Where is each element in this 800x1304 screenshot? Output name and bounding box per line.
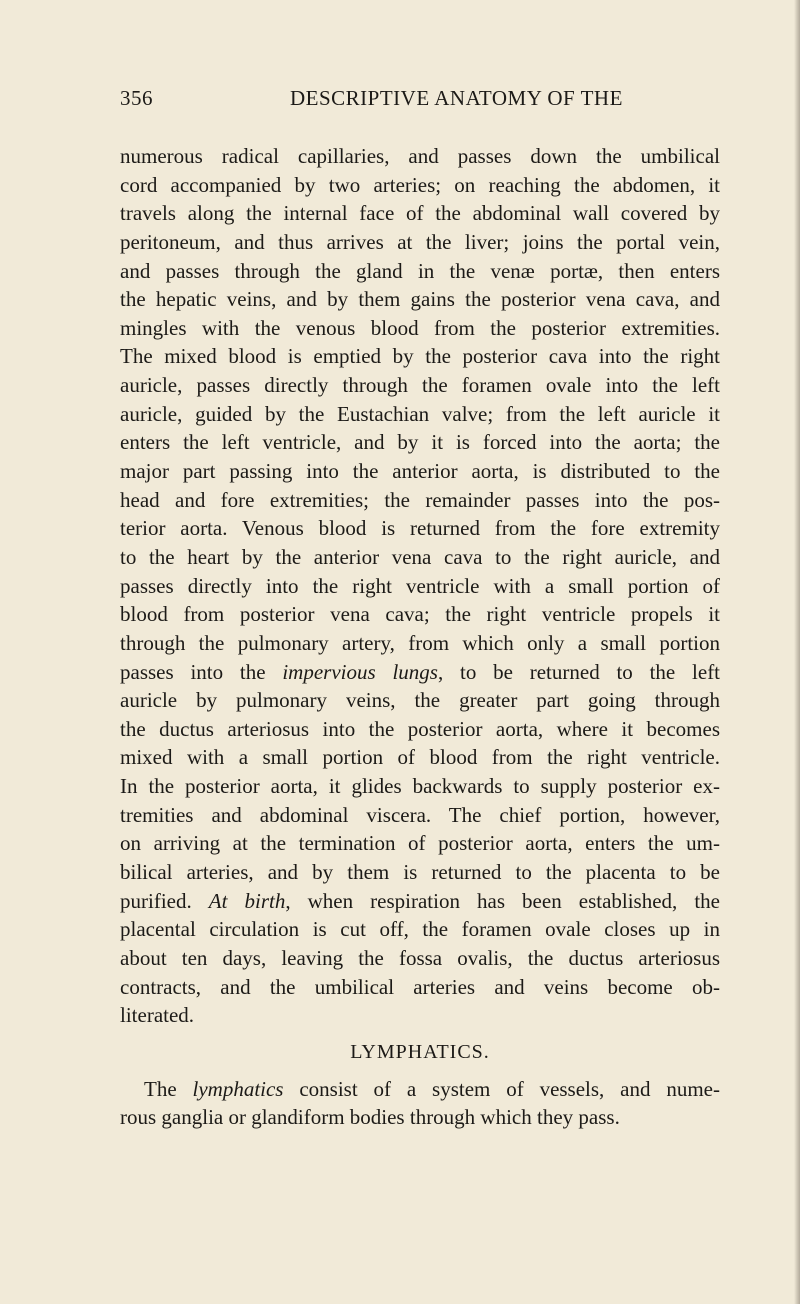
text-line: auricle, passes directly through the foramen ovale into the left [120, 373, 720, 398]
text-line: travels along the internal face of the abdominal wall covered by [120, 201, 720, 226]
text-line: to the heart by the anterior vena cava to the right auricle, and [120, 544, 720, 569]
text-line: numerous radical capillaries, and passes down the umbilical [120, 144, 720, 168]
text-line [120, 658, 720, 687]
text-line: enters the left ventricle, and by it is forced into the aorta; the [120, 430, 720, 455]
text-line: tremities and abdominal viscera. The chief portion, however, [120, 802, 720, 827]
text-line: passes directly into the right ventricle with a small portion of [120, 573, 720, 598]
text-line: cord accompanied by two arteries; on reaching the abdomen, it [120, 172, 720, 197]
text-line: major part passing into the anterior aorta, is distributed to the [120, 459, 720, 484]
text-run: The [144, 1076, 193, 1101]
text-line: The mixed blood is emptied by the posterior cava into the right [120, 344, 720, 369]
text-line: peritoneum, and thus arrives at the liver; joins the portal vein, [120, 229, 720, 254]
text-line: auricle by pulmonary veins, the greater part going through [120, 688, 720, 713]
section-heading: LYMPHATICS. [350, 1040, 490, 1063]
text-run: purified. [120, 888, 209, 913]
body-text [120, 142, 720, 1132]
text-line: blood from posterior vena cava; the right ventricle propels it [120, 602, 720, 627]
text-run: passes into the [120, 659, 283, 684]
text-line: In the posterior aorta, it glides backwards to supply posterior ex- [120, 774, 720, 799]
text-line: placental circulation is cut off, the foramen ovale closes up in [120, 917, 720, 942]
running-head [120, 86, 700, 116]
page-number: 356 [120, 86, 153, 110]
text-line: mixed with a small portion of blood from the right ventricle. [120, 745, 720, 770]
text-line: head and fore extremities; the remainder passes into the pos- [120, 487, 720, 512]
text-line: on arriving at the termination of posterior aorta, enters the um- [120, 831, 720, 856]
text-line: and passes through the gland in the venæ portæ, then enters [120, 258, 720, 283]
italic-phrase: lymphatics [192, 1076, 284, 1101]
text-line: the ductus arteriosus into the posterior aorta, where it becomes [120, 716, 720, 741]
running-title: DESCRIPTIVE ANATOMY OF THE [290, 86, 623, 110]
text-line: through the pulmonary artery, from which only a small portion [120, 630, 720, 655]
text-line: bilical arteries, and by them is returned to the placenta to be [120, 860, 720, 885]
text-line: about ten days, leaving the fossa ovalis, the ductus arteriosus [120, 945, 720, 970]
italic-phrase: At birth [208, 888, 286, 913]
text-line: mingles with the venous blood from the posterior extremities. [120, 315, 720, 340]
text-line: rous ganglia or glandiform bodies through which they pass. [120, 1105, 620, 1130]
text-run: , when respiration has been established, the [285, 888, 721, 913]
text-line: auricle, guided by the Eustachian valve; from the left auricle it [120, 401, 720, 426]
text-line: literated. [120, 1003, 195, 1028]
page-edge-shadow [794, 0, 800, 1304]
text-line [120, 887, 720, 916]
text-line: terior aorta. Venous blood is returned from the fore extremity [120, 516, 720, 541]
italic-phrase: impervious lungs [282, 659, 438, 684]
text-line: the hepatic veins, and by them gains the posterior vena cava, and [120, 287, 720, 312]
text-run: consist of a system of vessels, and nume- [283, 1076, 720, 1101]
text-line: contracts, and the umbilical arteries and veins become ob- [120, 974, 720, 999]
text-line [120, 1075, 720, 1104]
text-run: , to be returned to the left [437, 659, 721, 684]
